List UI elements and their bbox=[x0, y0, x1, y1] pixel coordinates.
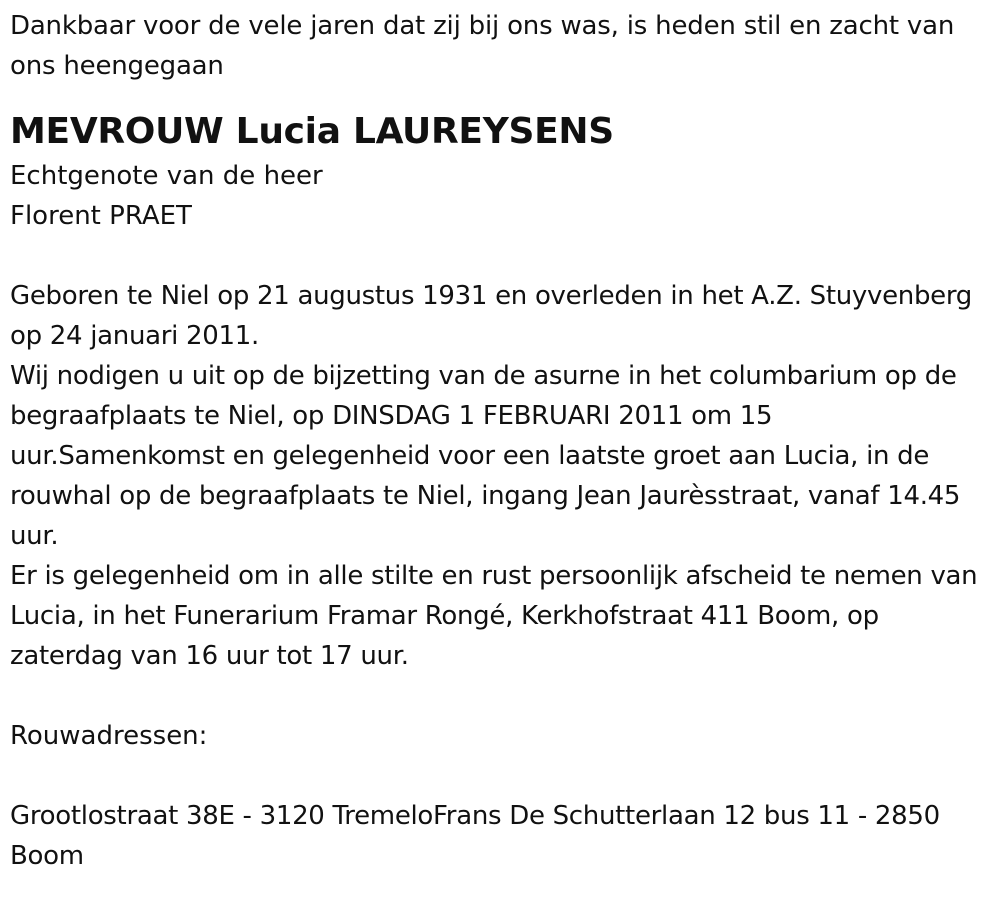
spouse-line-1: Echtgenote van de heer bbox=[10, 161, 323, 191]
addresses-heading: Rouwadressen: bbox=[10, 721, 208, 751]
born-died-text: Geboren te Niel op 21 augustus 1931 en overleden in het A.Z. Stuyvenberg op 24 januari 2011. bbox=[10, 281, 972, 351]
spouse-line-2: Florent PRAET bbox=[10, 201, 192, 231]
addresses-text: Grootlostraat 38E - 3120 TremeloFrans De Schutterlaan 12 bus 11 - 2850 Boom bbox=[10, 801, 940, 871]
deceased-name: MEVROUW Lucia LAUREYSENS bbox=[10, 111, 614, 152]
notice-body bbox=[10, 276, 990, 676]
funeral-text: Wij nodigen u uit op de bijzetting van de asurne in het columbarium op de begraafplaats te Niel, op DINSDAG 1 FEBRUARI 2011 om 15 uur.Samenkomst en gelegenheid voor een laatste groet aan Lucia, in de rouwhal op de begraafplaats te Niel, ingang Jean Jaurèsstraat, vanaf 14.45 uur. bbox=[10, 361, 961, 551]
intro-text: Dankbaar voor de vele jaren dat zij bij ons was, is heden stil en zacht van ons heengegaan bbox=[10, 11, 955, 81]
farewell-text: Er is gelegenheid om in alle stilte en rust persoonlijk afscheid te nemen van Lucia, in het Funerarium Framar Rongé, Kerkhofstraat 411 Boom, op zaterdag van 16 uur tot 17 uur. bbox=[10, 561, 978, 671]
